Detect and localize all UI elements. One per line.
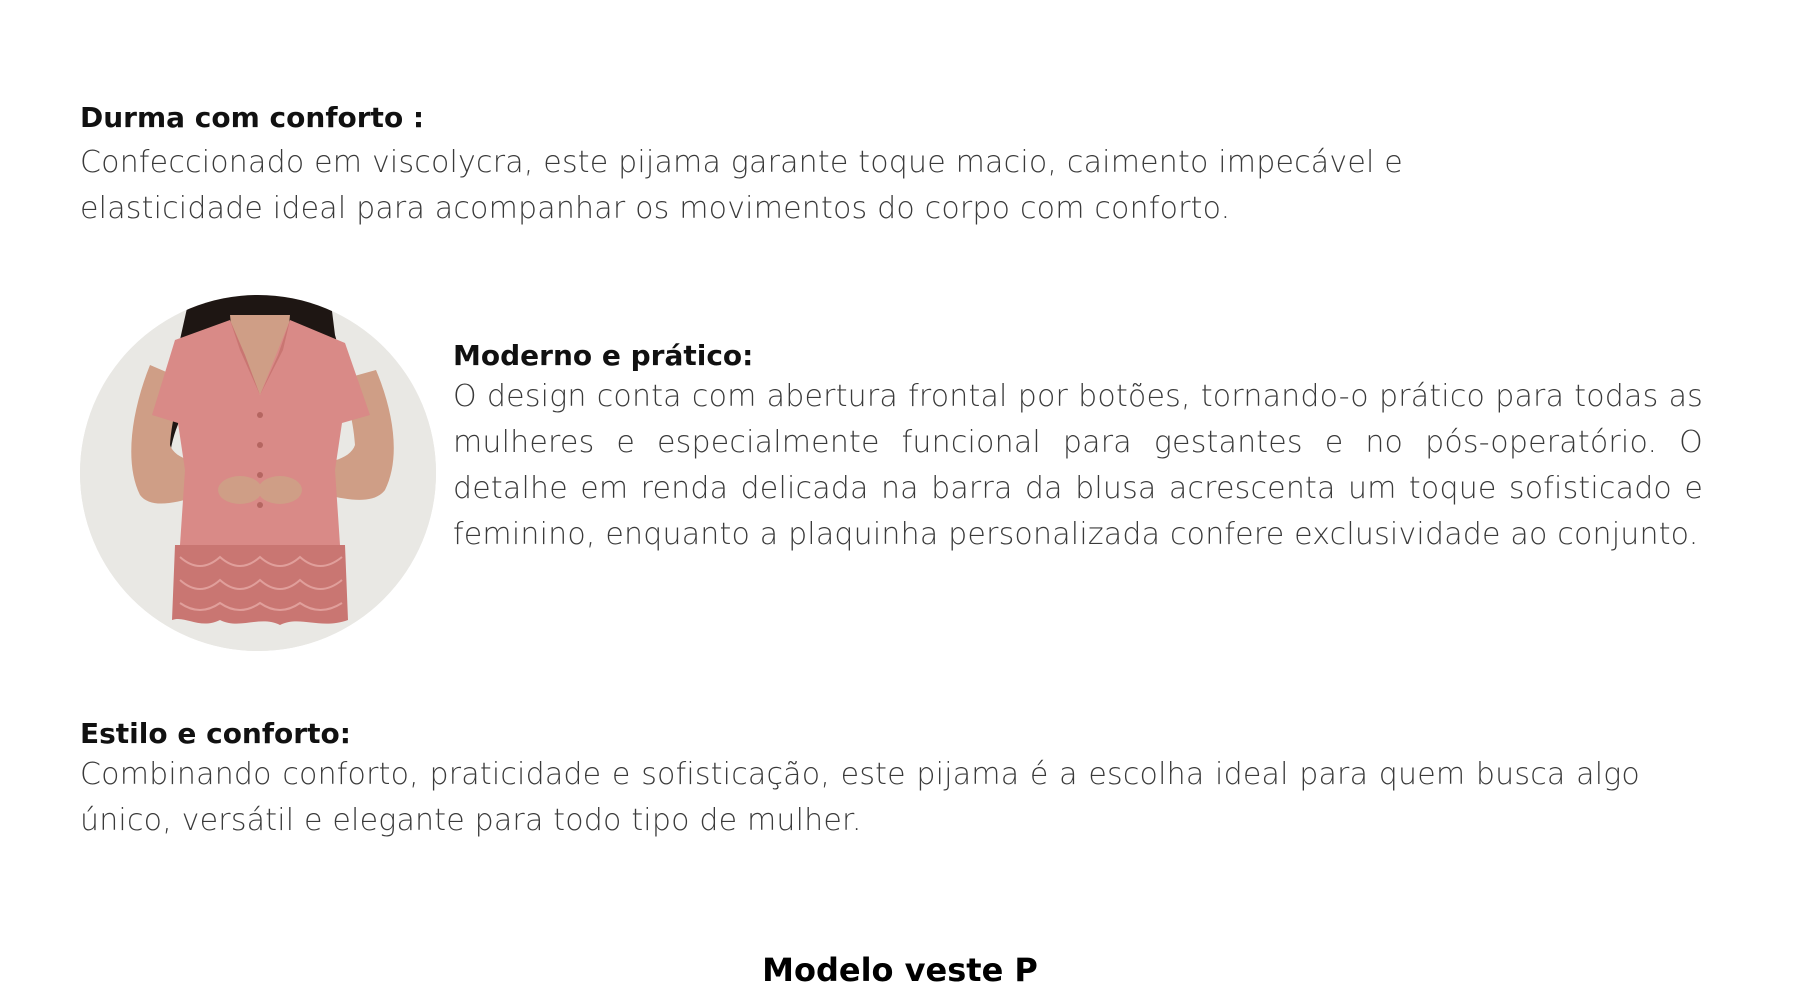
section-heading-comfort: Durma com conforto :: [80, 101, 425, 134]
section-comfort: [80, 100, 1520, 232]
section-body-comfort: Confeccionado em viscolycra, este pijama garante toque macio, caimento impecável e elasticidade ideal para acompanhar os movimentos do corpo com conforto.: [80, 145, 1403, 226]
section-body-style-comfort: Combinando conforto, praticidade e sofisticação, este pijama é a escolha ideal para quem busca algo único, versátil e elegante para todo tipo de mulher.: [80, 757, 1640, 838]
section-heading-modern-practical: Moderno e prático:: [453, 339, 754, 372]
section-heading-style-comfort: Estilo e conforto:: [80, 717, 351, 750]
model-photo: [80, 295, 436, 651]
section-style-comfort: [80, 716, 1640, 844]
model-size-note: Modelo veste P: [762, 951, 1038, 989]
section-body-modern-practical: O design conta com abertura frontal por botões, tornando-o prático para todas as mulheres e especialmente funcional para gestantes e no pós-operatório. O detalhe em renda delicada na barra da blusa acrescenta um toque sofisticado e feminino, enquanto a plaquinha personalizada confere exclusividade ao conjunto.: [453, 379, 1703, 552]
section-modern-practical: [80, 295, 1710, 655]
modern-practical-text: [453, 338, 1703, 558]
model-photo-illustration: [80, 295, 436, 651]
